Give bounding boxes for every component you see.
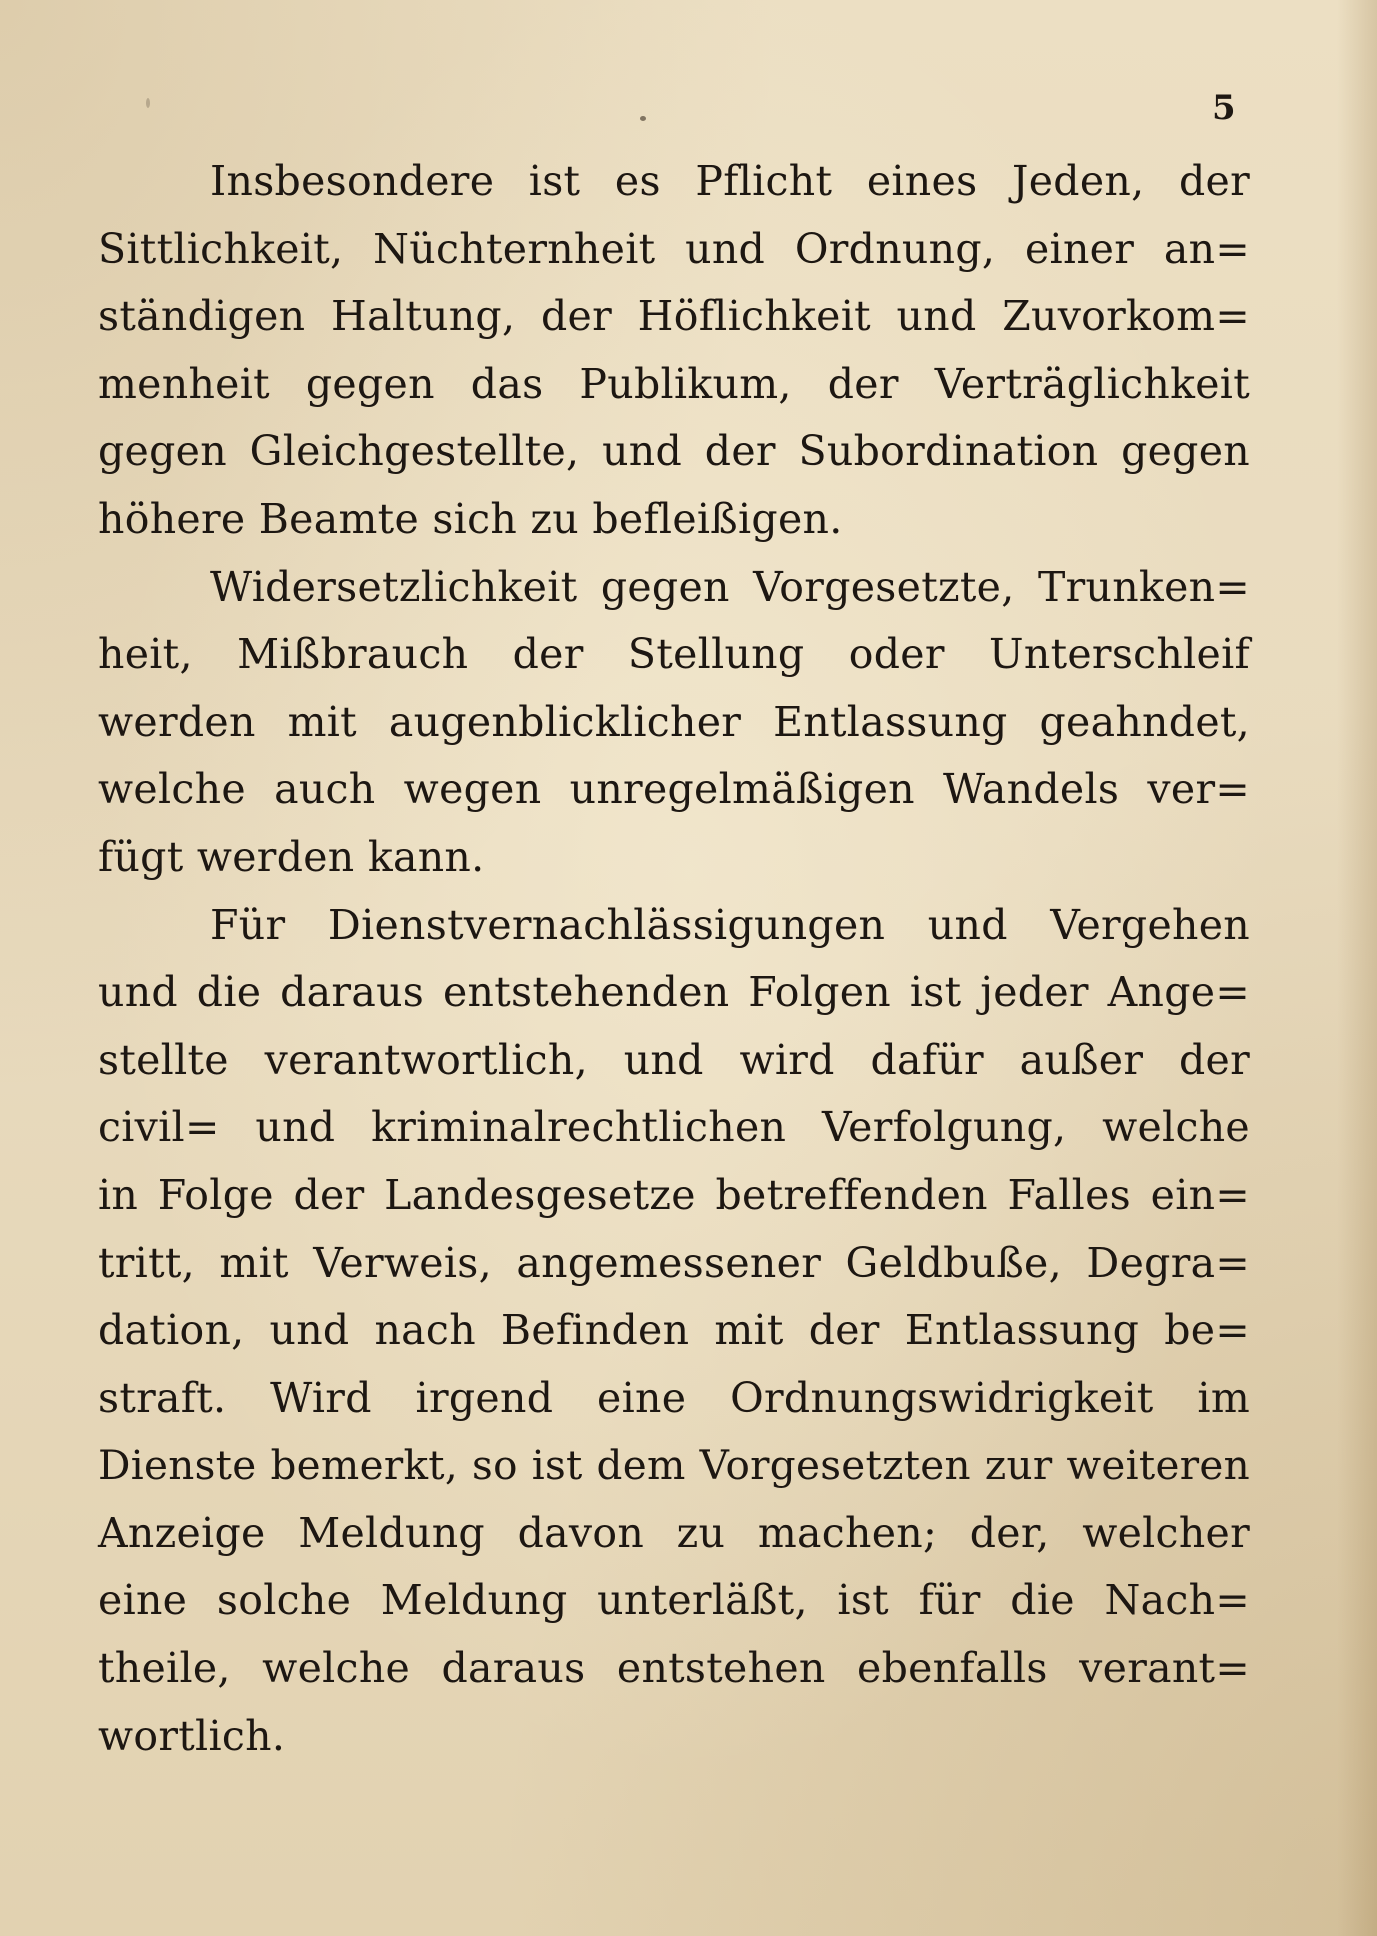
text-line: civil= und kriminalrechtlichen Verfolgung, welche (98, 1103, 1250, 1152)
text-line: Widersetzlichkeit gegen Vorgesetzte, Trunken= (210, 562, 1250, 611)
text-line: tritt, mit Verweis, angemessener Geldbuße, Degra= (98, 1238, 1250, 1287)
text-line: stellte verantwortlich, und wird dafür außer der (98, 1035, 1250, 1084)
text-line: dation, und nach Befinden mit der Entlassung be= (98, 1306, 1250, 1355)
text-line: Anzeige Meldung davon zu machen; der, welcher (98, 1508, 1250, 1557)
paper-speck (146, 98, 150, 108)
text-line: heit, Mißbrauch der Stellung oder Unterschleif (98, 630, 1250, 679)
paragraph-2 (98, 554, 1250, 892)
text-line: straft. Wird irgend eine Ordnungswidrigkeit im (98, 1373, 1250, 1422)
text-line: gegen Gleichgestellte, und der Subordination gegen (98, 427, 1250, 476)
paragraph-1 (98, 148, 1250, 554)
page-edge-shadow (1337, 0, 1377, 1936)
page-number: 5 (1212, 88, 1236, 128)
text-line: menheit gegen das Publikum, der Verträglichkeit (98, 359, 1250, 408)
text-line: Für Dienstvernachlässigungen und Vergehen (210, 900, 1250, 949)
paragraph-3 (98, 892, 1250, 1771)
text-line: wortlich. (98, 1711, 286, 1760)
text-line: eine solche Meldung unterläßt, ist für die Nach= (98, 1576, 1250, 1625)
text-line: Dienste bemerkt, so ist dem Vorgesetzten zur weiteren (98, 1441, 1250, 1490)
text-line: Sittlichkeit, Nüchternheit und Ordnung, einer an= (98, 224, 1250, 273)
paper-speck (640, 116, 646, 121)
text-line: ständigen Haltung, der Höflichkeit und Zuvorkom= (98, 292, 1250, 341)
text-line: theile, welche daraus entstehen ebenfalls verant= (98, 1644, 1250, 1693)
text-line: welche auch wegen unregelmäßigen Wandels ver= (98, 765, 1250, 814)
body-text (98, 148, 1250, 1770)
text-line: fügt werden kann. (98, 832, 485, 881)
text-line: höhere Beamte sich zu befleißigen. (98, 494, 843, 543)
text-line: und die daraus entstehenden Folgen ist jeder Ange= (98, 968, 1250, 1017)
text-line: werden mit augenblicklicher Entlassung geahndet, (98, 697, 1250, 746)
text-line: in Folge der Landesgesetze betreffenden Falles ein= (98, 1170, 1250, 1219)
text-line: Insbesondere ist es Pflicht eines Jeden, der (210, 157, 1250, 205)
